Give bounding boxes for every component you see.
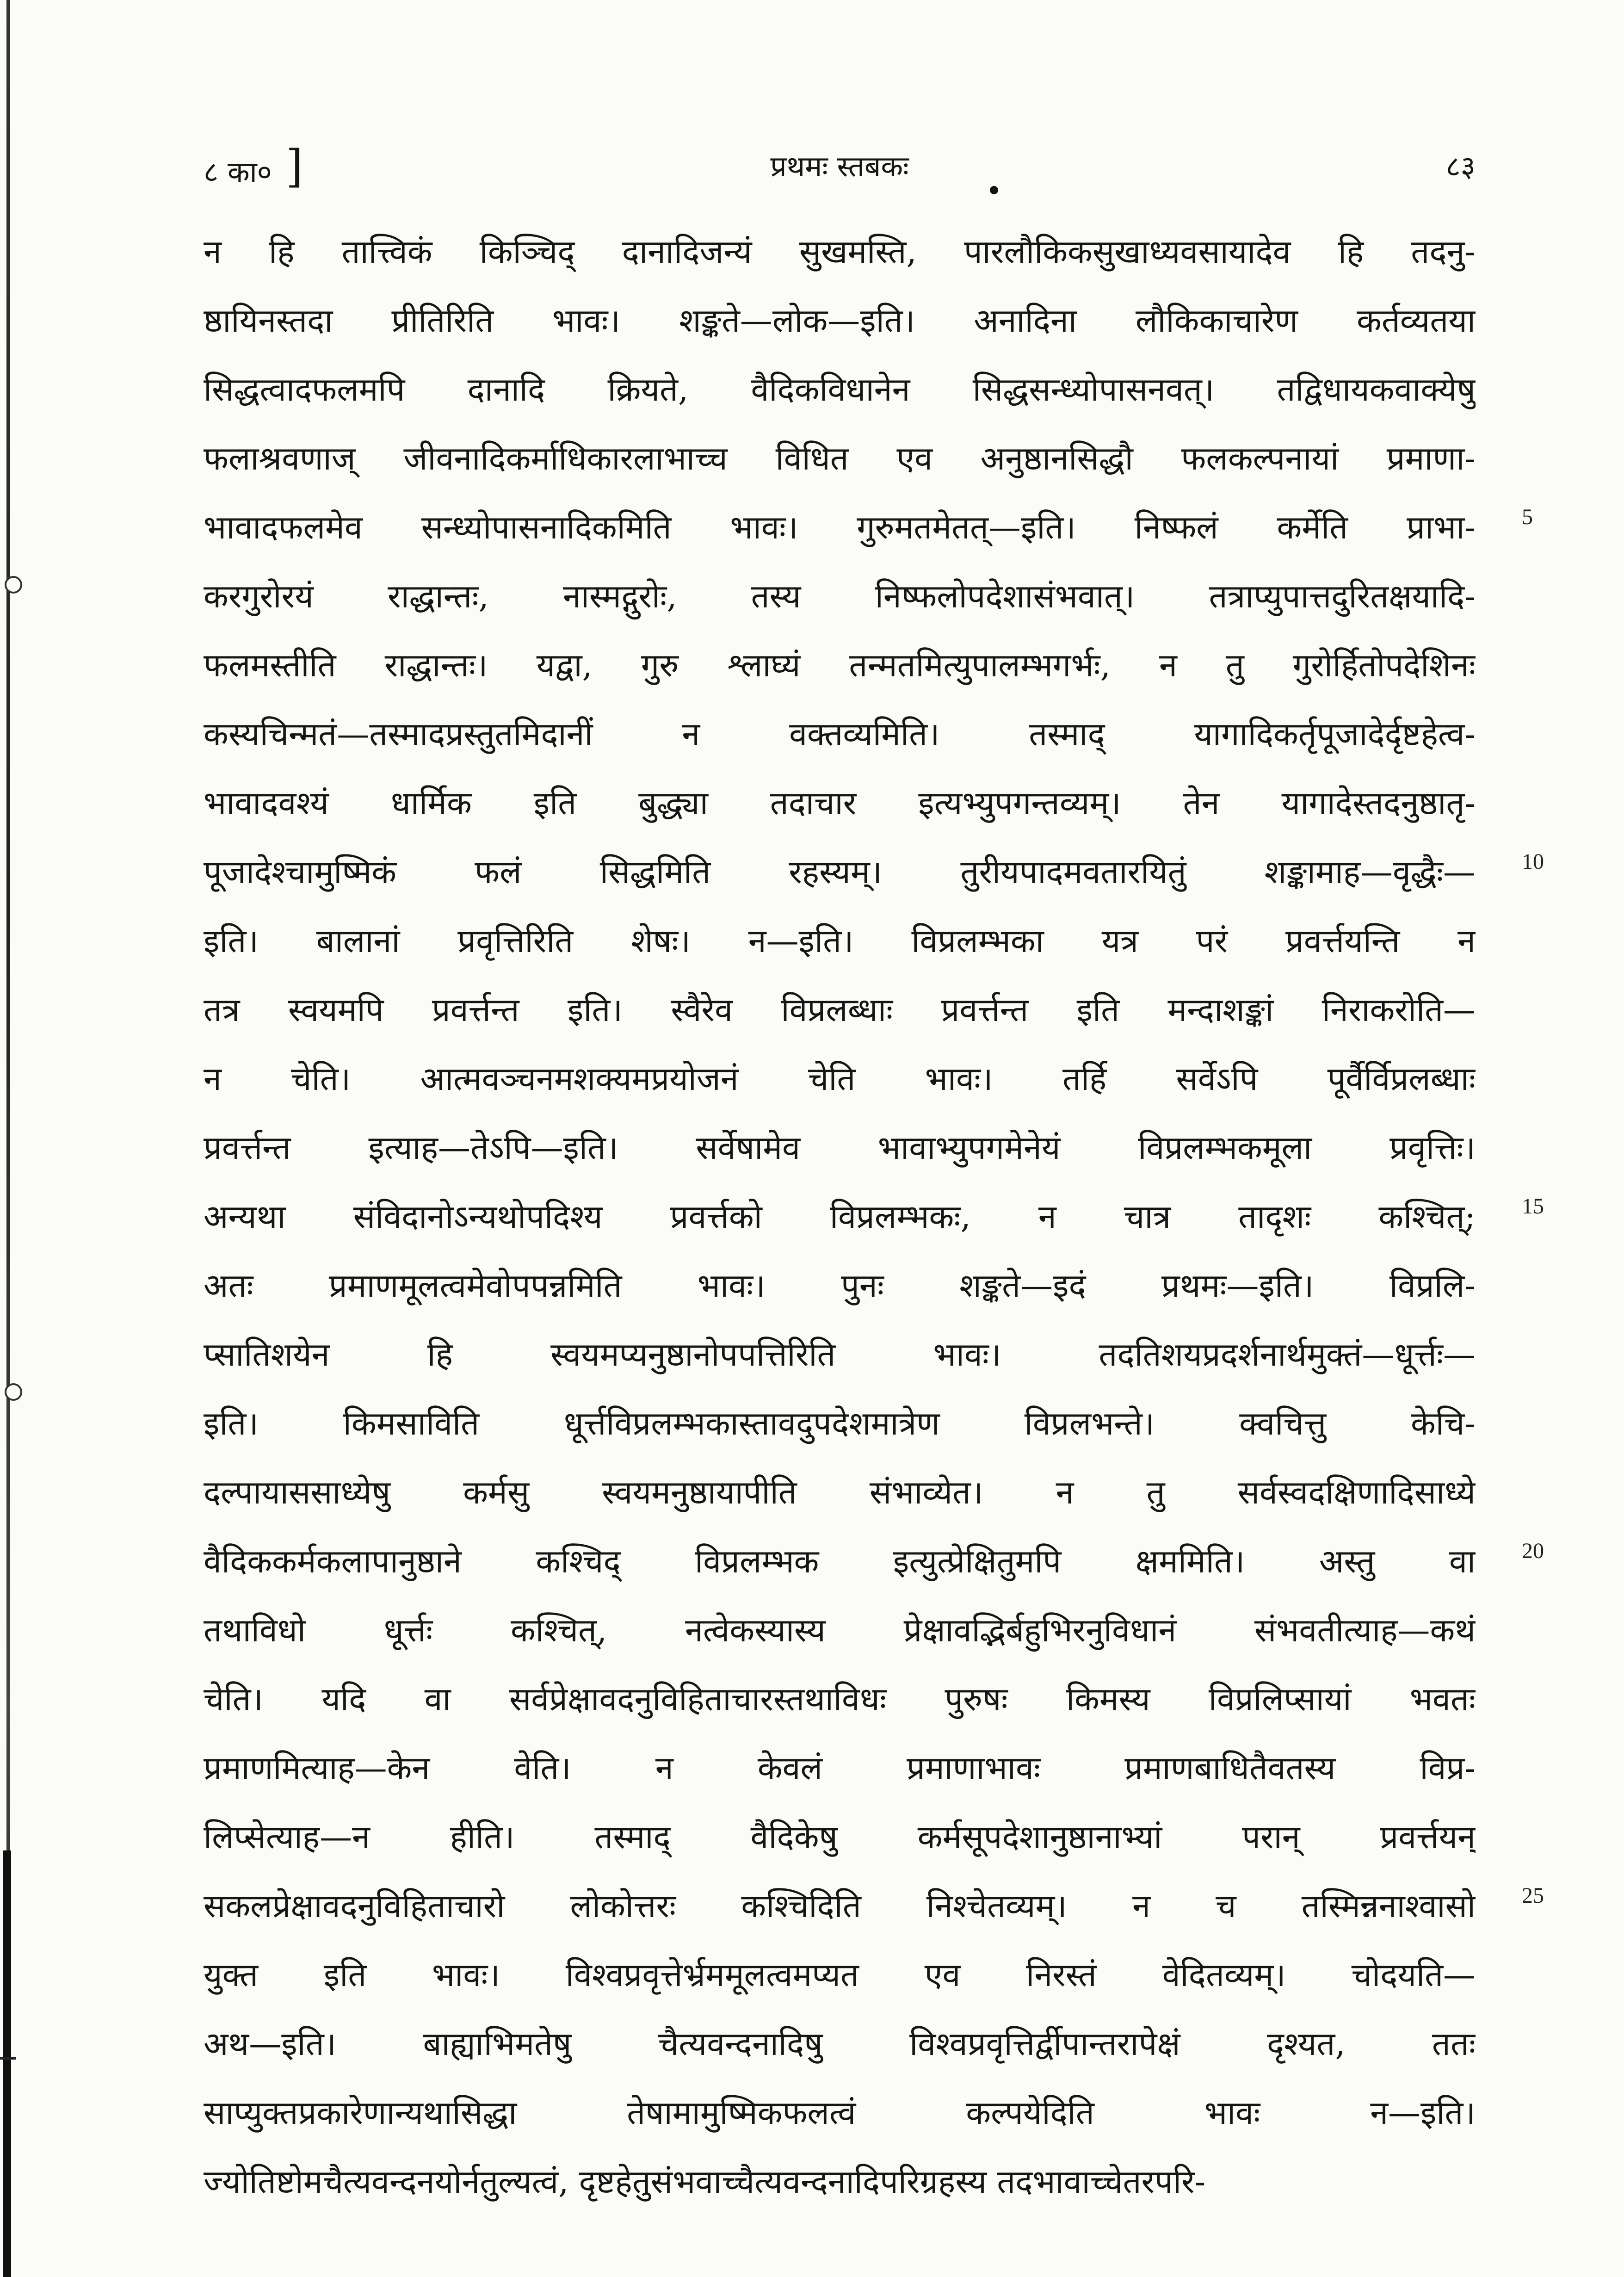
header-bracket: ] — [285, 141, 303, 192]
punch-hole-mark — [5, 576, 22, 594]
margin-tick-mark — [0, 2057, 16, 2060]
page-number: ८३ — [1445, 149, 1476, 183]
text-line: तथाविधो धूर्त्तः कश्चित्, नत्वेकस्यास्य प्रेक्षावद्भिर्बहुभिरनुविधानं संभवतीत्याह—कथं — [204, 1611, 1476, 1649]
text-line: अन्यथा संविदानोऽन्यथोपदिश्य प्रवर्त्तको विप्रलम्भकः, न चात्र तादृशः कश्चित्; — [204, 1198, 1476, 1236]
text-line: इति। बालानां प्रवृत्तिरिति शेषः। न—इति। विप्रलम्भका यत्र परं प्रवर्त्तयन्ति न — [204, 922, 1476, 960]
text-line: चेति। यदि वा सर्वप्रेक्षावदनुविहिताचारस्तथाविधः पुरुषः किमस्य विप्रलिप्सायां भवतः — [204, 1680, 1476, 1718]
line-number: 10 — [1522, 849, 1544, 874]
header-title: प्रथमः स्तबकः — [770, 149, 909, 183]
text-line: युक्त इति भावः। विश्वप्रवृत्तेर्भ्रममूलत्वमप्यत एव निरस्तं वेदितव्यम्। चोदयति— — [204, 1956, 1476, 1994]
text-line: प्रवर्त्तन्त इत्याह—तेऽपि—इति। सर्वेषामेव भावाभ्युपगमेनेयं विप्रलम्भकमूला प्रवृत्तिः। — [204, 1129, 1476, 1167]
text-line: प्रमाणमित्याह—केन वेति। न केवलं प्रमाणाभावः प्रमाणबाधितैवतस्य विप्र- — [204, 1749, 1476, 1787]
text-line: इति। किमसाविति धूर्त्तविप्रलम्भकास्तावदुपदेशमात्रेण विप्रलभन्ते। क्वचित्तु केचि- — [204, 1405, 1476, 1442]
text-line: ज्योतिष्टोमचैत्यवन्दनयोर्नतुल्यत्वं, दृष्टहेतुसंभवाच्चैत्यवन्दनादिपरिग्रहस्य तदभावाच्चेतरपरि- — [204, 2163, 1206, 2201]
line-number: 20 — [1522, 1539, 1544, 1563]
text-line: भावादवश्यं धार्मिक इति बुद्ध्या तदाचार इत्यभ्युपगन्तव्यम्। तेन यागादेस्तदनुष्ठातृ- — [204, 784, 1476, 822]
text-line: फलमस्तीति राद्धान्तः। यद्वा, गुरु श्लाघ्यं तन्मतमित्युपालम्भगर्भः, न तु गुरोर्हितोपदेशिनः — [204, 646, 1476, 684]
text-line: सकलप्रेक्षावदनुविहिताचारो लोकोत्तरः कश्चिदिति निश्चेतव्यम्। न च तस्मिन्ननाश्वासो — [204, 1887, 1476, 1925]
text-line: करगुरोरयं राद्धान्तः, नास्मद्गुरोः, तस्य निष्फलोपदेशासंभवात्। तत्राप्युपात्तदुरितक्षयादि- — [204, 577, 1476, 615]
text-line: भावादफलमेव सन्ध्योपासनादिकमिति भावः। गुरुमतमेतत्—इति। निष्फलं कर्मेति प्राभा- — [204, 508, 1476, 546]
punch-hole-mark — [5, 1383, 22, 1401]
text-line: प्सातिशयेन हि स्वयमप्यनुष्ठानोपपत्तिरिति भावः। तदतिशयप्रदर्शनार्थमुक्तं—धूर्त्तः— — [204, 1336, 1476, 1374]
line-number: 15 — [1522, 1194, 1544, 1219]
text-line: ष्ठायिनस्तदा प्रीतिरिति भावः। शङ्कते—लोक—इति। अनादिना लौकिकाचारेण कर्तव्यतया — [204, 302, 1476, 340]
text-line: वैदिककर्मकलापानुष्ठाने कश्चिद् विप्रलम्भक इत्युत्प्रेक्षितुमपि क्षममिति। अस्तु वा — [204, 1542, 1476, 1580]
text-line: अतः प्रमाणमूलत्वमेवोपपन्नमिति भावः। पुनः शङ्कते—इदं प्रथमः—इति। विप्रलि- — [204, 1267, 1476, 1305]
text-line: लिप्सेत्याह—न हीति। तस्माद् वैदिकेषु कर्मसूपदेशानुष्ठानाभ्यां परान् प्रवर्त्तयन् — [204, 1818, 1476, 1856]
section-marker: ८ का० — [204, 155, 272, 189]
text-line: अथ—इति। बाह्याभिमतेषु चैत्यवन्दनादिषु विश्वप्रवृत्तिर्द्वीपान्तरापेक्षं दृश्यत, ततः — [204, 2025, 1476, 2063]
text-line: न हि तात्त्विकं किञ्चिद् दानादिजन्यं सुखमस्ति, पारलौकिकसुखाध्यवसायादेव हि तदनु- — [204, 233, 1476, 271]
text-line: दल्पायाससाध्येषु कर्मसु स्वयमनुष्ठायापीति संभाव्येत। न तु सर्वस्वदक्षिणादिसाध्ये — [204, 1473, 1476, 1511]
text-line: न चेति। आत्मवञ्चनमशक्यमप्रयोजनं चेति भावः। तर्हि सर्वेऽपि पूर्वैर्विप्रलब्धाः — [204, 1060, 1476, 1098]
text-line: तत्र स्वयमपि प्रवर्त्तन्त इति। स्वैरेव विप्रलब्धाः प्रवर्त्तन्त इति मन्दाशङ्कां निराकरोति— — [204, 991, 1476, 1029]
running-header — [204, 139, 1476, 194]
binding-edge-lower — [3, 1850, 11, 2277]
text-line: फलाश्रवणाज् जीवनादिकर्माधिकारलाभाच्च विधित एव अनुष्ठानसिद्धौ फलकल्पनायां प्रमाणा- — [204, 439, 1476, 477]
line-number: 5 — [1522, 505, 1533, 529]
body-text — [204, 217, 1476, 2216]
line-number: 25 — [1522, 1883, 1544, 1908]
text-line: पूजादेश्चामुष्मिकं फलं सिद्धमिति रहस्यम्। तुरीयपादमवतारयितुं शङ्कामाह—वृद्धैः— — [204, 853, 1476, 891]
text-line: कस्यचिन्मतं—तस्मादप्रस्तुतमिदानीं न वक्तव्यमिति। तस्माद् यागादिकर्तृपूजादेर्दृष्टहेत्व- — [204, 715, 1476, 753]
text-line: सिद्धत्वादफलमपि दानादि क्रियते, वैदिकविधानेन सिद्धसन्ध्योपासनवत्। तद्विधायकवाक्येषु — [204, 371, 1476, 408]
text-line: साप्युक्तप्रकारेणान्यथासिद्धा तेषामामुष्मिकफलत्वं कल्पयेदिति भावः न—इति। — [204, 2094, 1476, 2132]
